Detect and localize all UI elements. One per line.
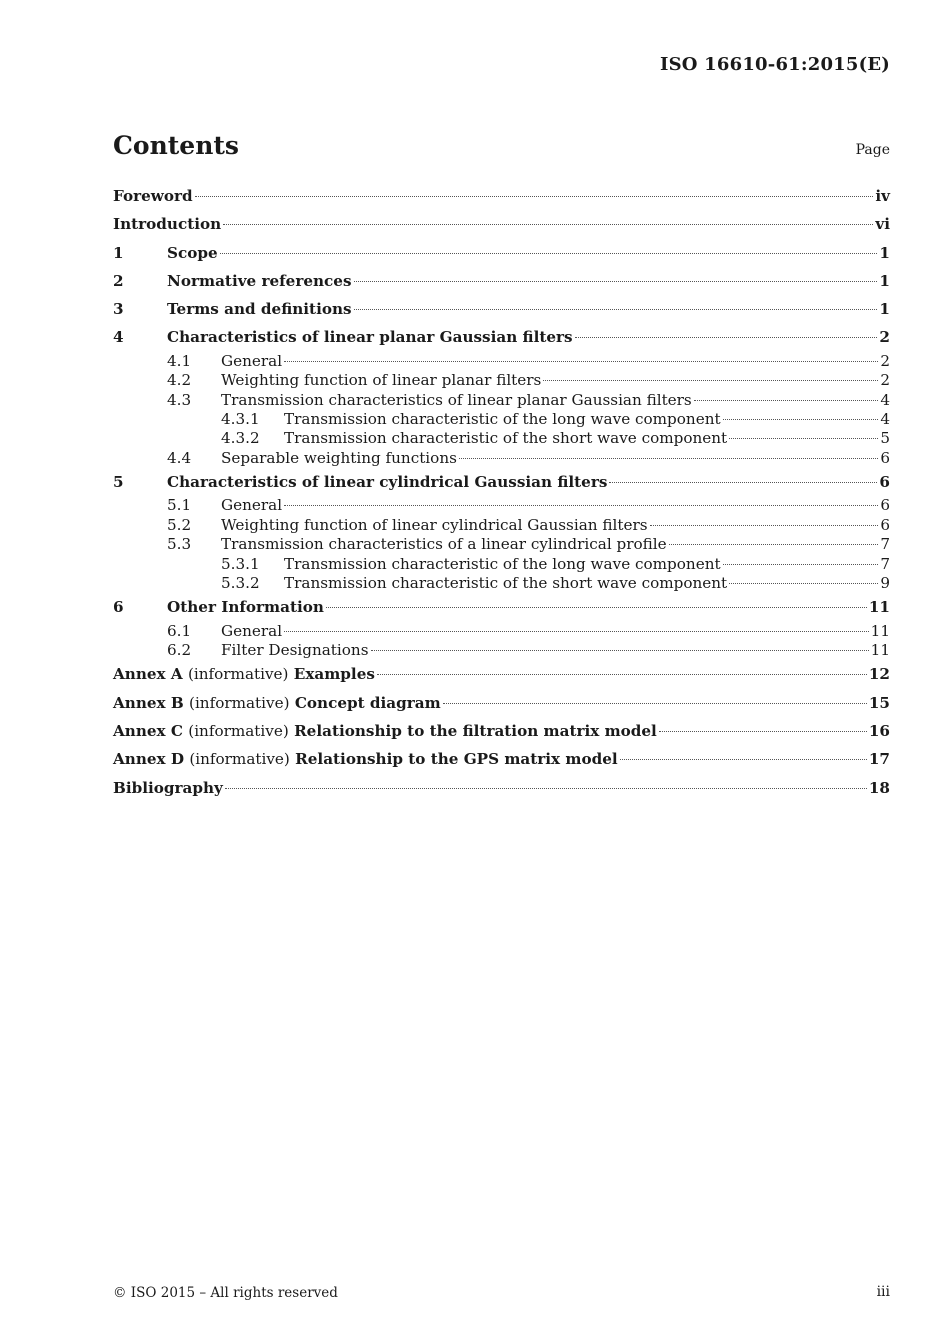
annex-label: Annex A [113,665,183,684]
toc-entry-title: Normative references [167,271,352,290]
toc-entry-title: Characteristics of linear cylindrical Gaussian filters [167,473,608,492]
toc-entry-page: 17 [868,750,890,769]
toc-entry[interactable] [113,745,890,773]
dot-leader [377,674,867,675]
toc-entry-number: 5.3 [167,535,192,554]
toc-entry-number: 4.4 [167,448,192,467]
dot-leader [371,650,869,651]
annex-qualifier: (informative) [187,665,289,684]
toc-entry-page: 2 [880,371,890,390]
toc-entry-number: 3 [113,300,124,319]
toc-entry-title: General [221,621,283,640]
dot-leader [543,380,878,381]
toc-entry[interactable] [113,449,890,468]
toc-entry[interactable] [113,239,890,267]
toc-entry[interactable] [113,295,890,323]
annex-title: Relationship to the filtration matrix model [294,722,657,741]
annex-title: Relationship to the GPS matrix model [295,750,618,769]
page-column-label: Page [855,142,890,158]
toc-entry-number: 2 [113,271,124,290]
toc-entry[interactable] [113,352,890,371]
toc-entry-page: 6 [879,473,890,492]
toc-entry-number: 5 [113,473,124,492]
toc-entry-number: 1 [113,243,124,262]
toc-entry-page: 15 [868,693,890,712]
toc-entry-title: Transmission characteristic of the long wave component [284,409,721,428]
toc-entry-page: 6 [880,496,890,515]
toc-entry-number: 4.3.1 [221,409,260,428]
dot-leader [729,583,878,584]
toc-entry-title [113,660,375,688]
toc-entry[interactable] [113,689,890,717]
toc-entry[interactable] [113,535,890,554]
toc-entry[interactable] [113,555,890,574]
toc-entry-page: vi [875,215,890,234]
toc-entry-title: Separable weighting functions [221,448,457,467]
toc-entry[interactable] [113,210,890,238]
toc-entry-number: 4.3.2 [221,429,260,448]
dot-leader [723,564,879,565]
dot-leader [326,607,867,608]
toc-entry[interactable] [113,429,890,448]
annex-label: Annex C [113,722,183,741]
toc-entry-page: 9 [880,573,890,592]
dot-leader [694,400,879,401]
toc-entry-number: 6 [113,598,124,617]
dot-leader [650,525,879,526]
toc-entry-page: 1 [879,300,890,319]
annex-qualifier: (informative) [189,693,290,712]
dot-leader [575,337,878,338]
toc-entry-page: 1 [879,271,890,290]
toc-entry-page: 7 [880,535,890,554]
dot-leader [443,703,867,704]
toc-entry[interactable] [113,574,890,593]
toc-entry-title: Scope [167,243,218,262]
footer-page-number: iii [876,1284,890,1300]
toc-entry-title: Foreword [113,187,193,205]
toc-entry-title: Transmission characteristic of the short wave component [284,573,728,592]
annex-qualifier: (informative) [189,750,290,769]
toc-entry-page: 2 [879,328,890,347]
dot-leader [729,438,878,439]
dot-leader [223,224,873,225]
toc-entry[interactable] [113,371,890,390]
dot-leader [609,482,877,483]
toc-entry-title: Filter Designations [221,641,369,660]
annex-title: Concept diagram [294,693,441,712]
footer-copyright: © ISO 2015 – All rights reserved [113,1285,338,1301]
toc-entry[interactable] [113,593,890,621]
dot-leader [284,361,878,362]
toc-entry-title: Transmission characteristic of the short wave component [284,429,728,448]
toc-entry-page: 2 [880,351,890,370]
toc-entry-page: 4 [880,409,890,428]
toc-entry-number: 4.2 [167,371,192,390]
dot-leader [669,544,879,545]
toc-entry[interactable] [113,622,890,641]
toc-entry-page: 1 [879,243,890,262]
toc-entry-title: Weighting function of linear planar filters [221,371,542,390]
dot-leader [620,759,867,760]
toc-entry[interactable] [113,660,890,688]
toc-entry[interactable] [113,267,890,295]
toc-entry-page: 11 [870,641,890,660]
dot-leader [659,731,867,732]
annex-qualifier: (informative) [188,722,289,741]
dot-leader [195,196,874,197]
annex-label: Annex D [113,750,185,769]
toc-entry-title: General [221,351,283,370]
toc-entry-number: 5.3.2 [221,573,260,592]
toc-entry-title: General [221,496,283,515]
table-of-contents [113,182,890,802]
toc-entry-title: Introduction [113,215,222,234]
toc-entry[interactable] [113,641,890,660]
toc-entry-number: 6.1 [167,621,192,640]
dot-leader [354,281,878,282]
toc-entry-title [113,745,618,773]
toc-entry[interactable] [113,468,890,496]
dot-leader [354,309,878,310]
toc-entry[interactable] [113,516,890,535]
dot-leader [225,788,867,789]
toc-entry-number: 5.3.1 [221,554,260,573]
dot-leader [459,458,878,459]
toc-entry-title [113,717,657,745]
toc-entry-title: Weighting function of linear cylindrical Gaussian filters [221,515,648,534]
toc-entry-number: 6.2 [167,641,192,660]
toc-entry[interactable] [113,323,890,351]
toc-entry-page: 7 [880,554,890,573]
toc-entry[interactable] [113,717,890,745]
toc-entry-page: 6 [880,515,890,534]
toc-entry-page: 11 [868,598,890,617]
dot-leader [284,631,869,632]
document-id: ISO 16610-61:2015(E) [659,54,890,75]
toc-entry[interactable] [113,391,890,410]
toc-entry[interactable] [113,774,890,802]
toc-entry-page: 11 [870,621,890,640]
annex-title: Examples [293,665,375,684]
toc-entry-title: Other Information [167,598,324,617]
toc-entry-title: Bibliography [113,778,223,797]
dot-leader [284,505,878,506]
toc-entry-title: Terms and definitions [167,300,352,319]
toc-entry-page: iv [875,187,890,205]
toc-entry-title: Characteristics of linear planar Gaussian filters [167,328,573,347]
toc-entry-number: 5.2 [167,515,192,534]
toc-entry-page: 4 [880,390,890,409]
page-title: Contents [113,131,240,160]
toc-entry-title: Transmission characteristics of a linear cylindrical profile [221,535,667,554]
toc-entry-title: Transmission characteristics of linear planar Gaussian filters [221,390,692,409]
annex-label: Annex B [113,693,184,712]
toc-entry-number: 4 [113,328,124,347]
toc-entry[interactable] [113,410,890,429]
dot-leader [723,419,879,420]
dot-leader [220,253,878,254]
toc-entry-page: 12 [868,665,890,684]
toc-entry-title [113,689,441,717]
toc-entry-title: Transmission characteristic of the long wave component [284,554,721,573]
toc-entry-page: 5 [880,429,890,448]
toc-entry-page: 16 [868,722,890,741]
toc-entry[interactable] [113,496,890,515]
toc-entry-number: 5.1 [167,496,192,515]
toc-entry-page: 18 [868,778,890,797]
toc-entry-number: 4.1 [167,351,192,370]
toc-entry-number: 4.3 [167,390,192,409]
toc-entry[interactable] [113,182,890,210]
toc-entry-page: 6 [880,448,890,467]
